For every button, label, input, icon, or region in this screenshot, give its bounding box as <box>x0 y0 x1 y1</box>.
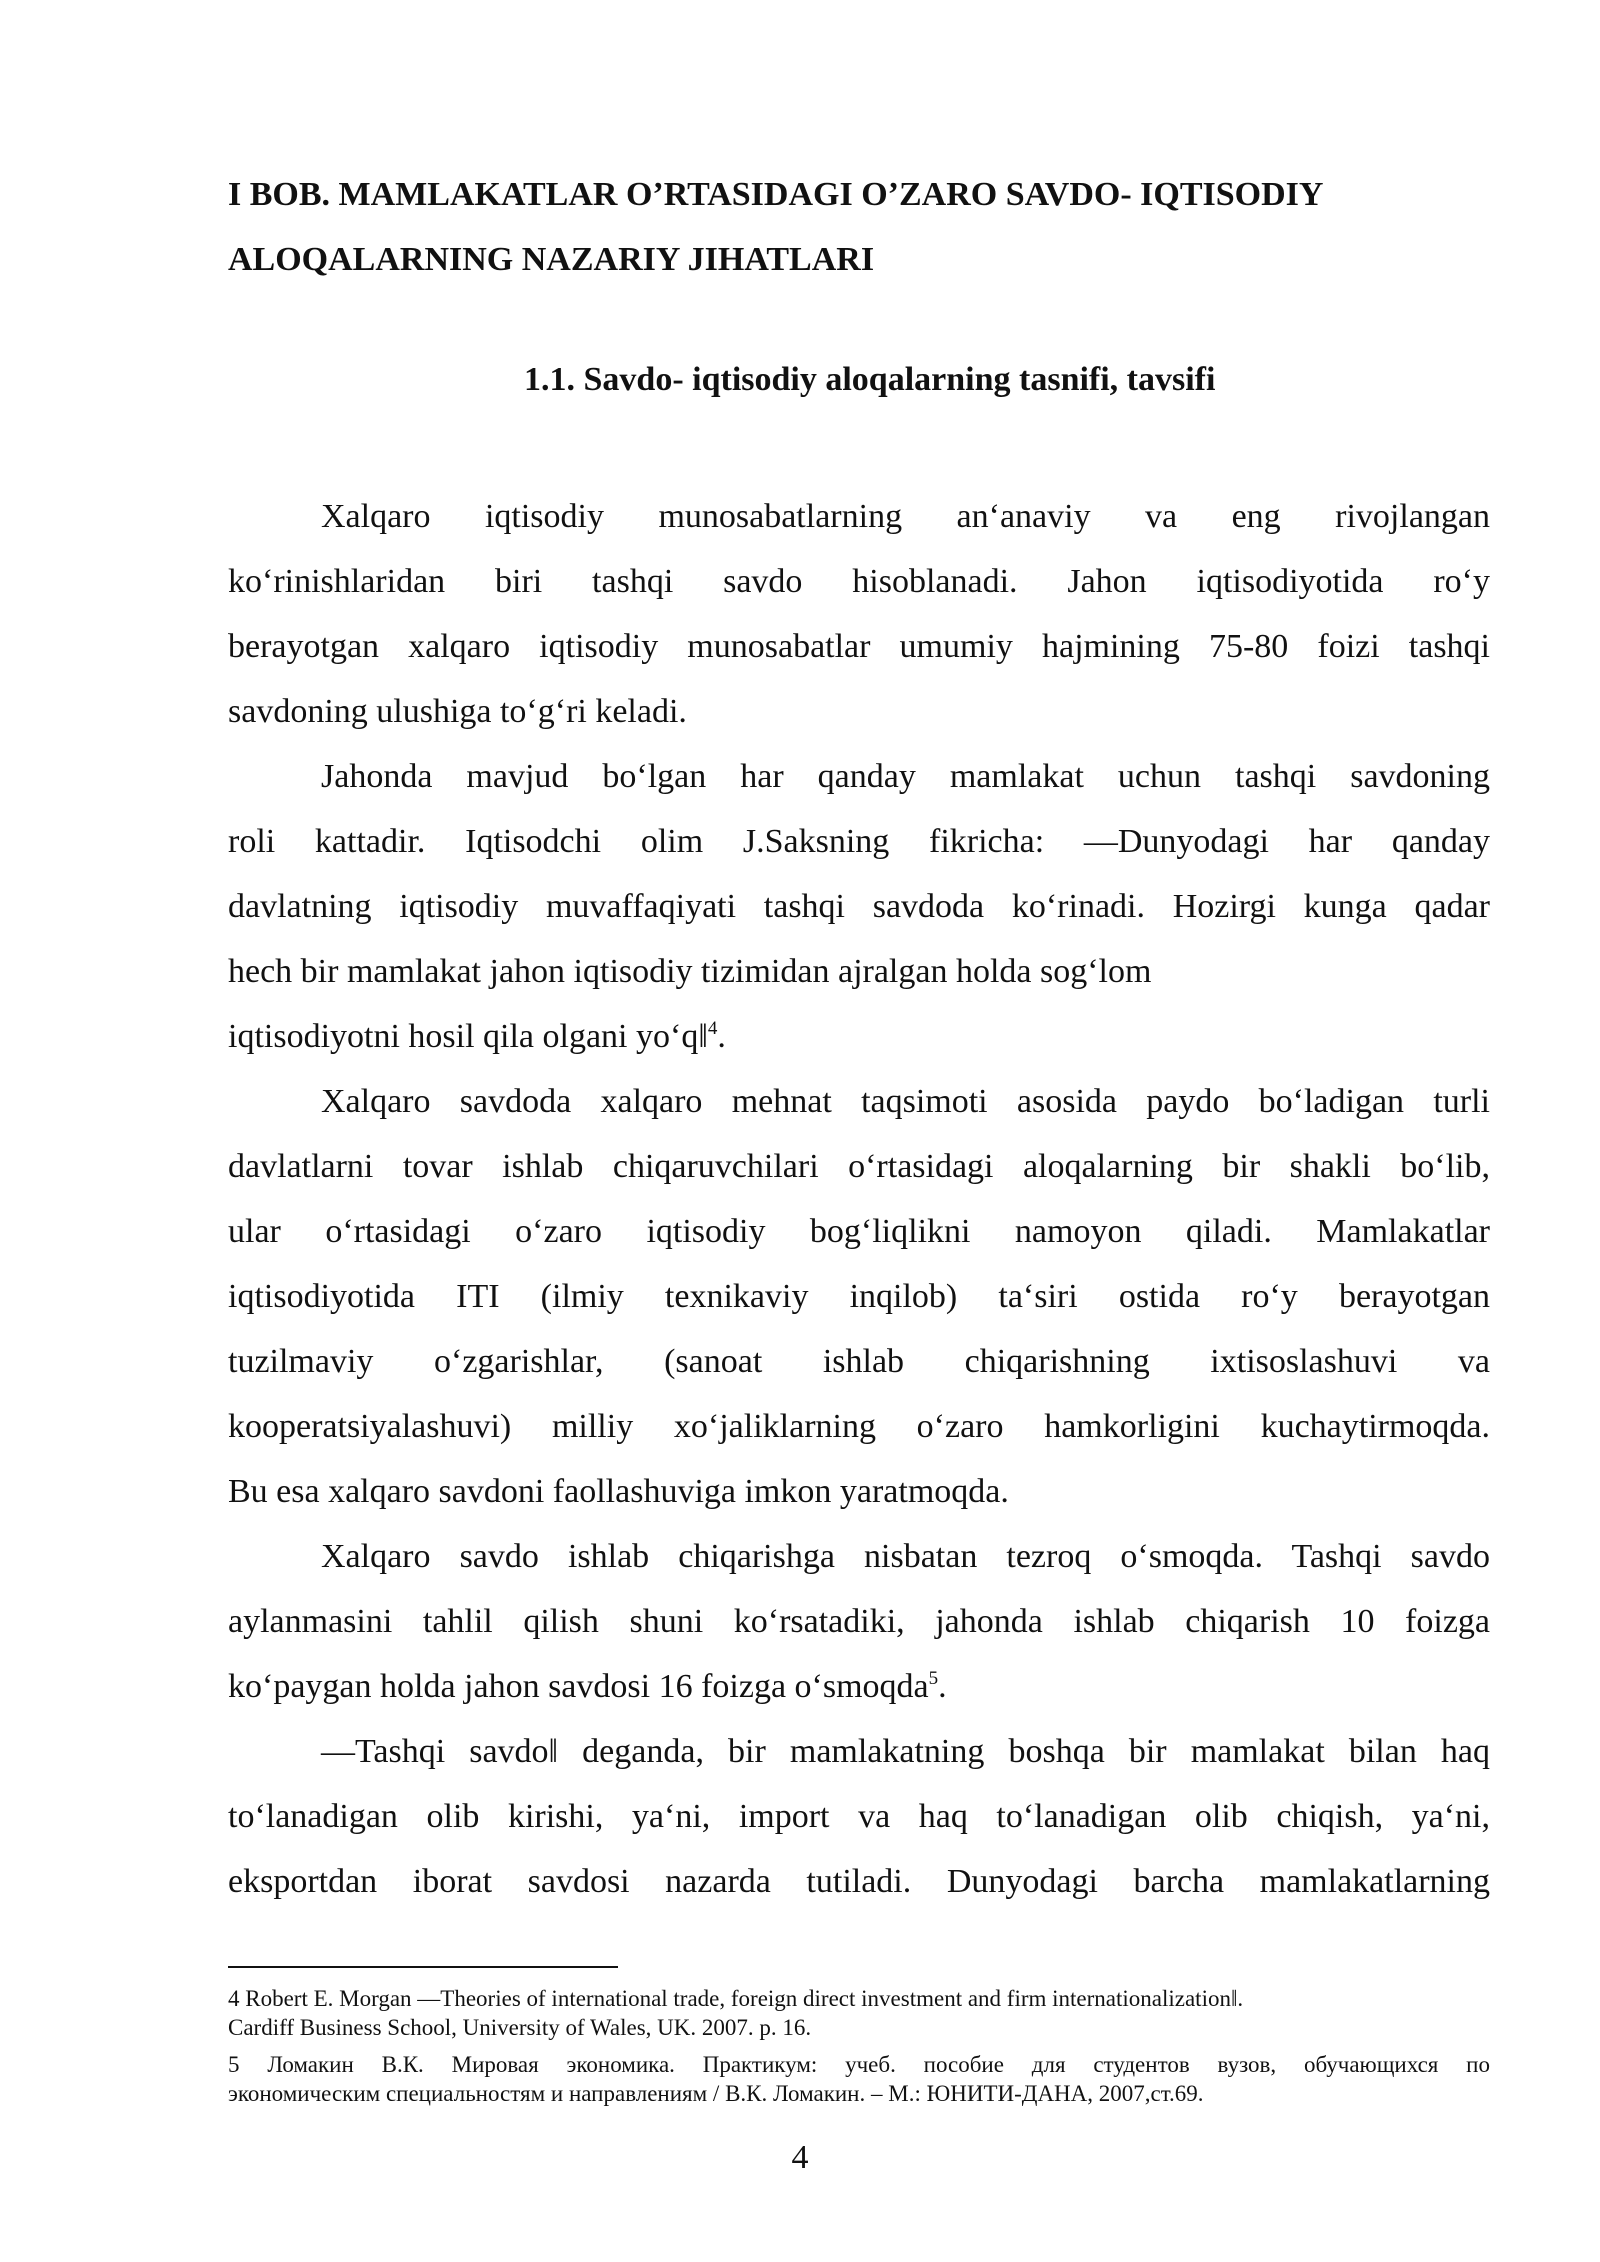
text-line: davlatlarni tovar ishlab chiqaruvchilari o‘rtasidagi aloqalarning bir shakli bo‘lib, <box>228 1148 1490 1185</box>
footnote-ref: 5 <box>928 1668 939 1689</box>
text-line: Jahonda mavjud bo‘lgan har qanday mamlakat uchun tashqi savdoning <box>321 758 1490 795</box>
text-line: iqtisodiyotida ITI (ilmiy texnikaviy inqilob) ta‘siri ostida ro‘y berayotgan <box>228 1278 1490 1315</box>
text-line: kooperatsiyalashuvi) milliy xo‘jaliklarning o‘zaro hamkorligini kuchaytirmoqda. <box>228 1408 1490 1445</box>
text-line: roli kattadir. Iqtisodchi olim J.Saksning fikricha: ―Dunyodagi har qanday <box>228 823 1490 860</box>
text-line: Xalqaro iqtisodiy munosabatlarning an‘anaviy va eng rivojlangan <box>321 498 1490 535</box>
text-line: ko‘rinishlaridan biri tashqi savdo hisoblanadi. Jahon iqtisodiyotida ro‘y <box>228 563 1490 600</box>
text-line: aylanmasini tahlil qilish shuni ko‘rsatadiki, jahonda ishlab chiqarish 10 foizga <box>228 1603 1490 1640</box>
text-line: berayotgan xalqaro iqtisodiy munosabatlar umumiy hajmining 75-80 foizi tashqi <box>228 628 1490 665</box>
footnote-ref: 4 <box>707 1018 718 1039</box>
chapter-title-line: ALOQALARNING NAZARIY JIHATLARI <box>228 241 875 278</box>
paragraph <box>228 744 1490 1069</box>
text-line <box>228 1654 1490 1719</box>
text-line: Xalqaro savdoda xalqaro mehnat taqsimoti asosida paydo bo‘ladigan turli <box>321 1083 1490 1120</box>
chapter-title <box>228 162 1488 292</box>
text-fragment: ko‘paygan holda jahon savdosi 16 foizga o‘smoqda <box>228 1668 929 1705</box>
paragraph <box>228 1524 1490 1719</box>
footnote-line: экономическим специальностям и направлениям / В.К. Ломакин. – М.: ЮНИТИ-ДАНА, 2007,ст.69. <box>228 2081 1204 2106</box>
footnotes <box>228 1984 1490 2108</box>
text-line: davlatning iqtisodiy muvaffaqiyati tashqi savdoda ko‘rinadi. Hozirgi kunga qadar <box>228 888 1490 925</box>
text-line: Bu esa xalqaro savdoni faollashuviga imkon yaratmoqda. <box>228 1473 1009 1510</box>
footnote-line: Cardiff Business School, University of Wales, UK. 2007. p. 16. <box>228 2015 812 2040</box>
footnote-line: 4 Robert E. Morgan ―Theories of international trade, foreign direct investment and firm internationalization‖. <box>228 1986 1244 2011</box>
footnote-gap <box>228 2042 1490 2050</box>
text-line: hech bir mamlakat jahon iqtisodiy tizimidan ajralgan holda sog‘lom <box>228 953 1152 990</box>
footnote-separator <box>228 1966 618 1968</box>
paragraph <box>228 484 1490 744</box>
text-fragment: . <box>717 1018 726 1055</box>
text-line: Xalqaro savdo ishlab chiqarishga nisbatan tezroq o‘smoqda. Tashqi savdo <box>321 1538 1490 1575</box>
text-fragment: . <box>938 1668 947 1705</box>
text-fragment: iqtisodiyotni hosil qila olgani yo‘q‖ <box>228 1018 708 1055</box>
text-line: ―Tashqi savdo‖ deganda, bir mamlakatning boshqa bir mamlakat bilan haq <box>321 1733 1490 1770</box>
text-line: ular o‘rtasidagi o‘zaro iqtisodiy bog‘liqlikni namoyon qiladi. Mamlakatlar <box>228 1213 1490 1250</box>
text-line: eksportdan iborat savdosi nazarda tutiladi. Dunyodagi barcha mamlakatlarning <box>228 1863 1490 1900</box>
footnote <box>228 2050 1490 2108</box>
chapter-title-line: I BOB. MAMLAKATLAR O’RTASIDAGI O’ZARO SAVDO- IQTISODIY <box>228 176 1324 213</box>
footnote <box>228 1984 1490 2042</box>
body-text <box>228 484 1490 1914</box>
text-line: savdoning ulushiga to‘g‘ri keladi. <box>228 693 687 730</box>
paragraph <box>228 1069 1490 1524</box>
paragraph <box>228 1719 1490 1914</box>
section-title: 1.1. Savdo- iqtisodiy aloqalarning tasnifi, tavsifi <box>524 361 1216 398</box>
text-line: tuzilmaviy o‘zgarishlar, (sanoat ishlab chiqarishning ixtisoslashuvi va <box>228 1343 1490 1380</box>
page-number: 4 <box>791 2139 809 2176</box>
text-line <box>228 1004 1490 1069</box>
text-line: to‘lanadigan olib kirishi, ya‘ni, import va haq to‘lanadigan olib chiqish, ya‘ni, <box>228 1798 1490 1835</box>
footnote-line: 5 Ломакин В.К. Мировая экономика. Практикум: учеб. пособие для студентов вузов, обучающихся по <box>228 2052 1490 2077</box>
